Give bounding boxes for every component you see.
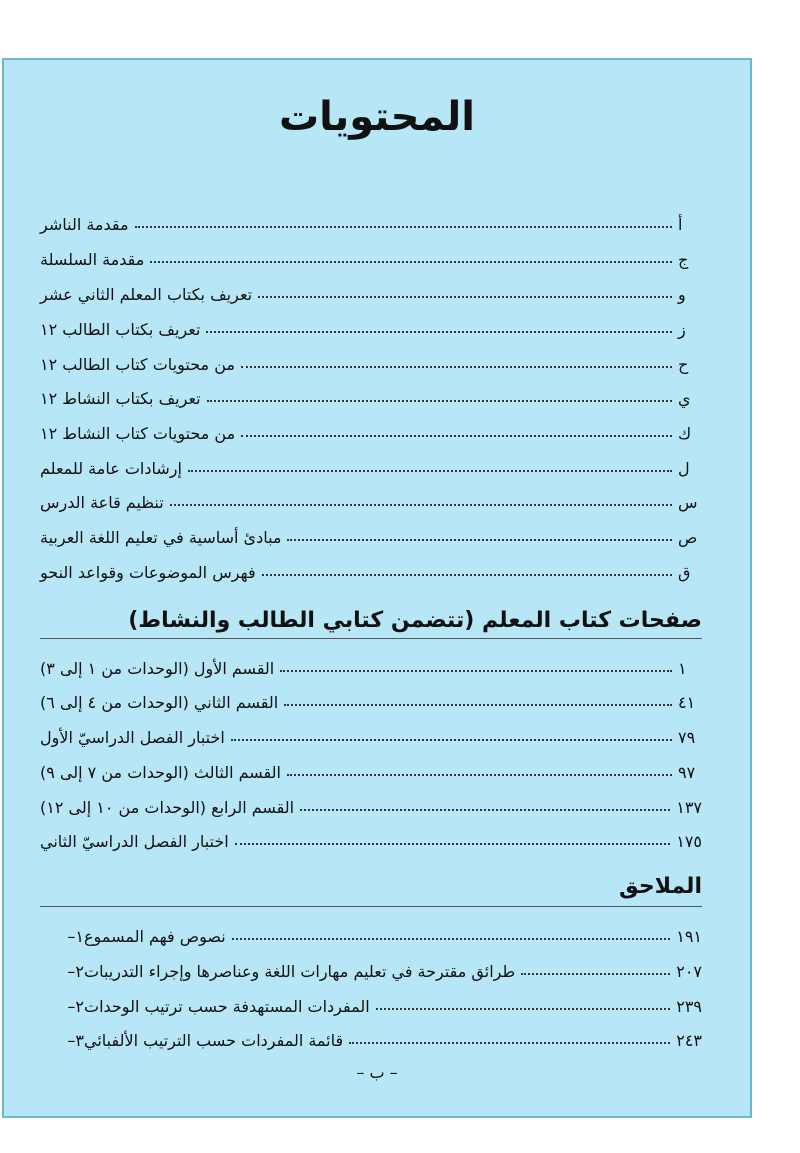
toc-entry: من محتويات كتاب النشاط ١٢ ك <box>40 424 692 443</box>
toc-entry: مقدمة الناشر أ <box>40 215 683 234</box>
section-heading-appendices: الملاحق <box>619 874 702 899</box>
toc-entry: مقدمة السلسلة ج <box>40 250 689 269</box>
toc-entry: تعريف بكتاب النشاط ١٢ ي <box>40 389 691 408</box>
toc-entry: تعريف بكتاب الطالب ١٢ ز <box>40 320 686 339</box>
section-rule <box>40 906 702 907</box>
toc-entry: اختبار الفصل الدراسيّ الأول ٧٩ <box>40 728 696 747</box>
toc-entry: القسم الأول (الوحدات من ١ إلى ٣) ١ <box>40 659 687 678</box>
toc-entry: إرشادات عامة للمعلم ل <box>40 459 690 478</box>
toc-entry: من محتويات كتاب الطالب ١٢ ح <box>40 355 689 374</box>
page-title: المحتويات <box>278 94 475 140</box>
toc-entry: القسم الرابع (الوحدات من ١٠ إلى ١٢) ١٣٧ <box>40 798 702 817</box>
contents-page <box>2 58 752 1118</box>
toc-entry: ٣– قائمة المفردات حسب الترتيب الألفبائي ٢٤٣ <box>67 1031 702 1050</box>
toc-entry: تنظيم قاعة الدرس س <box>40 493 698 512</box>
toc-entry: القسم الثاني (الوحدات من ٤ إلى ٦) ٤١ <box>40 693 696 712</box>
section-rule <box>40 638 702 639</box>
toc-entry: اختبار الفصل الدراسيّ الثاني ١٧٥ <box>40 832 702 851</box>
toc-entry: مبادئ أساسية في تعليم اللغة العربية ص <box>40 528 698 547</box>
toc-entry: تعريف بكتاب المعلم الثاني عشر و <box>40 285 686 304</box>
toc-entry: فهرس الموضوعات وقواعد النحو ق <box>40 563 691 582</box>
toc-entry: ٢– طرائق مقترحة في تعليم مهارات اللغة وعناصرها وإجراء التدريبات ٢٠٧ <box>67 962 702 981</box>
toc-entry: ١– نصوص فهم المسموع ١٩١ <box>67 927 702 946</box>
page-number: – ب – <box>356 1063 398 1082</box>
section-heading-teacher-pages: صفحات كتاب المعلم (تتضمن كتابي الطالب والنشاط) <box>128 608 702 633</box>
toc-entry: ٢– المفردات المستهدفة حسب ترتيب الوحدات ٢٣٩ <box>67 997 702 1016</box>
toc-entry: القسم الثالث (الوحدات من ٧ إلى ٩) ٩٧ <box>40 763 696 782</box>
